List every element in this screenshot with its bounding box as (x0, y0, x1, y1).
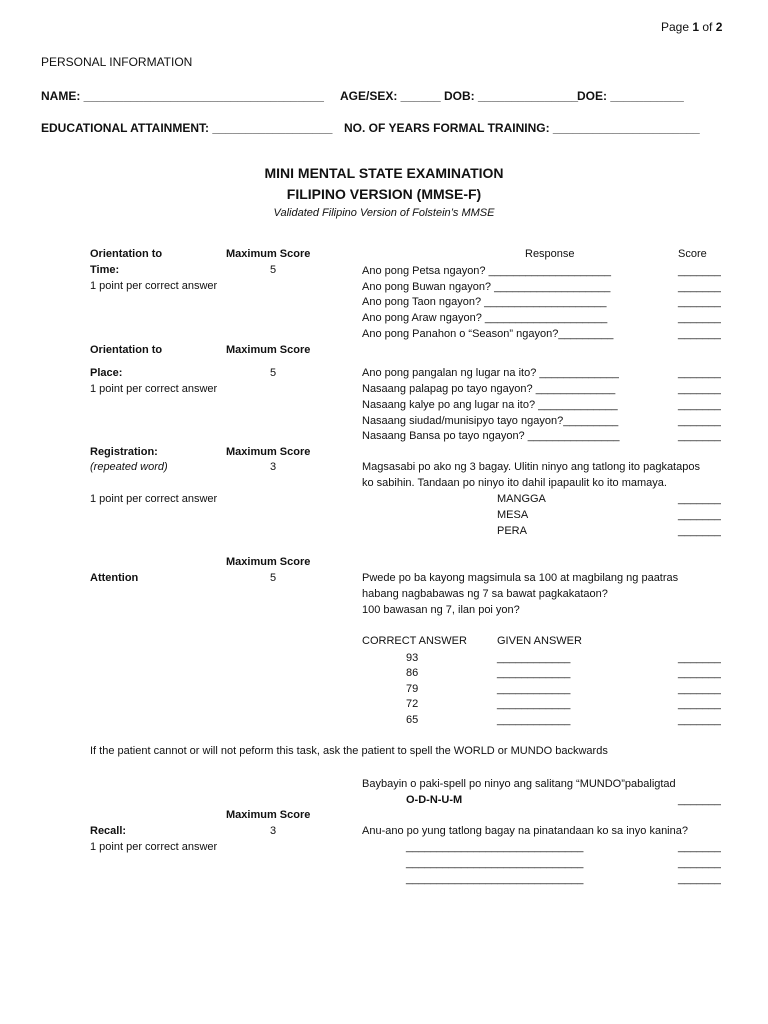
registration-max-score: 3 (270, 461, 277, 473)
score-blank[interactable]: _______ (678, 328, 721, 340)
place-max-score: 5 (270, 367, 277, 379)
score-blank[interactable]: _______ (678, 312, 721, 324)
personal-info-heading: PERSONAL INFORMATION (41, 55, 193, 69)
given-answer-blank[interactable]: ____________ (497, 683, 571, 695)
score-blank[interactable]: _______ (678, 873, 721, 885)
time-question[interactable]: Ano pong Petsa ngayon? ____________________ (362, 265, 611, 277)
correct-answer: 86 (406, 667, 419, 679)
correct-answer: 93 (406, 652, 419, 664)
registration-word: MESA (497, 509, 529, 521)
attention-max-score-label: Maximum Score (226, 556, 311, 568)
age-sex-field[interactable]: AGE/SEX: ______ (340, 89, 441, 103)
time-label-2: Time: (90, 264, 120, 276)
attention-max-score: 5 (270, 572, 277, 584)
page-current: 1 (692, 20, 700, 34)
time-rule: 1 point per correct answer (90, 280, 218, 292)
recall-max-score: 3 (270, 825, 277, 837)
correct-answer: 65 (406, 714, 419, 726)
place-question[interactable]: Nasaang siudad/munisipyo tayo ngayon?_________ (362, 415, 619, 427)
place-label-2: Place: (90, 367, 123, 379)
mundo-backwards: O-D-N-U-M (406, 794, 463, 806)
page-of: of (699, 20, 716, 34)
doe-field[interactable]: DOE: ___________ (577, 89, 684, 103)
place-max-score-label: Maximum Score (226, 344, 311, 356)
score-blank[interactable]: _______ (678, 281, 721, 293)
dob-field[interactable]: DOB: _______________ (444, 89, 579, 103)
score-blank[interactable]: _______ (678, 383, 721, 395)
score-blank[interactable]: _______ (678, 667, 721, 679)
doc-subtitle: Validated Filipino Version of Folstein’s MMSE (273, 207, 495, 219)
registration-instruction-2: ko sabihin. Tandaan po ninyo ito dahil ipapaulit ko ito mamaya. (362, 477, 667, 489)
recall-blank[interactable]: _____________________________ (406, 857, 584, 869)
time-max-score-label: Maximum Score (226, 248, 311, 260)
score-column-header: Score (678, 248, 707, 260)
time-max-score: 5 (270, 264, 277, 276)
score-blank[interactable]: _______ (678, 430, 721, 442)
recall-max-score-label: Maximum Score (226, 809, 311, 821)
place-rule: 1 point per correct answer (90, 383, 218, 395)
registration-rule: 1 point per correct answer (90, 493, 218, 505)
score-blank[interactable]: _______ (678, 296, 721, 308)
registration-max-score-label: Maximum Score (226, 446, 311, 458)
place-question[interactable]: Nasaang palapag po tayo ngayon? _____________ (362, 383, 616, 395)
years-formal-training-field[interactable]: NO. OF YEARS FORMAL TRAINING: ______________________ (344, 121, 700, 135)
registration-sublabel: (repeated word) (90, 461, 168, 473)
score-blank[interactable]: _______ (678, 493, 721, 505)
given-answer-header: GIVEN ANSWER (497, 635, 582, 647)
correct-answer-header: CORRECT ANSWER (362, 635, 467, 647)
page-prefix: Page (661, 20, 693, 34)
educational-attainment-field[interactable]: EDUCATIONAL ATTAINMENT: __________________ (41, 121, 333, 135)
score-blank[interactable]: _______ (678, 794, 721, 806)
score-blank[interactable]: _______ (678, 714, 721, 726)
recall-rule: 1 point per correct answer (90, 841, 218, 853)
place-label: Orientation to (90, 344, 163, 356)
attention-instruction-2: habang nagbabawas ng 7 sa bawat pagkakataon? (362, 588, 608, 600)
recall-blank[interactable]: _____________________________ (406, 841, 584, 853)
response-column-header: Response (525, 248, 575, 260)
given-answer-blank[interactable]: ____________ (497, 714, 571, 726)
doc-subtitle-version: FILIPINO VERSION (MMSE-F) (286, 186, 482, 202)
given-answer-blank[interactable]: ____________ (497, 698, 571, 710)
attention-instruction-3: 100 bawasan ng 7, ilan poi yon? (362, 604, 520, 616)
time-question[interactable]: Ano pong Buwan ngayon? ___________________ (362, 281, 611, 293)
name-field[interactable]: NAME: ____________________________________ (41, 89, 324, 103)
given-answer-blank[interactable]: ____________ (497, 652, 571, 664)
score-blank[interactable]: _______ (678, 652, 721, 664)
score-blank[interactable]: _______ (678, 367, 721, 379)
score-blank[interactable]: _______ (678, 841, 721, 853)
score-blank[interactable]: _______ (678, 698, 721, 710)
attention-label: Attention (90, 572, 139, 584)
score-blank[interactable]: _______ (678, 525, 721, 537)
given-answer-blank[interactable]: ____________ (497, 667, 571, 679)
time-question[interactable]: Ano pong Araw ngayon? ____________________ (362, 312, 608, 324)
registration-label: Registration: (90, 446, 158, 458)
registration-word: MANGGA (497, 493, 546, 505)
score-blank[interactable]: _______ (678, 415, 721, 427)
recall-blank[interactable]: _____________________________ (406, 873, 584, 885)
alternative-note: If the patient cannot or will not peform this task, ask the patient to spell the WORLD or MUNDO backwards (90, 745, 608, 757)
place-question[interactable]: Ano pong pangalan ng lugar na ito? _____________ (362, 367, 619, 379)
page-indicator (661, 20, 722, 34)
page-total: 2 (715, 20, 723, 34)
registration-instruction: Magsasabi po ako ng 3 bagay. Ulitin ninyo ang tatlong ito pagkatapos (362, 461, 700, 473)
score-blank[interactable]: _______ (678, 509, 721, 521)
registration-word: PERA (497, 525, 527, 537)
recall-question: Anu-ano po yung tatlong bagay na pinatandaan ko sa inyo kanina? (362, 825, 688, 837)
correct-answer: 79 (406, 683, 419, 695)
score-blank[interactable]: _______ (678, 683, 721, 695)
time-question[interactable]: Ano pong Taon ngayon? ____________________ (362, 296, 607, 308)
place-question[interactable]: Nasaang kalye po ang lugar na ito? _____________ (362, 399, 618, 411)
time-label: Orientation to (90, 248, 163, 260)
score-blank[interactable]: _______ (678, 399, 721, 411)
recall-label: Recall: (90, 825, 127, 837)
alternative-instruction: Baybayin o paki-spell po ninyo ang salitang “MUNDO”pabaligtad (362, 778, 676, 790)
place-question[interactable]: Nasaang Bansa po tayo ngayon? _______________ (362, 430, 620, 442)
score-blank[interactable]: _______ (678, 265, 721, 277)
doc-title: MINI MENTAL STATE EXAMINATION (264, 165, 504, 181)
attention-instruction: Pwede po ba kayong magsimula sa 100 at magbilang ng paatras (362, 572, 679, 584)
time-question[interactable]: Ano pong Panahon o “Season” ngayon?_________ (362, 328, 614, 340)
correct-answer: 72 (406, 698, 419, 710)
score-blank[interactable]: _______ (678, 857, 721, 869)
